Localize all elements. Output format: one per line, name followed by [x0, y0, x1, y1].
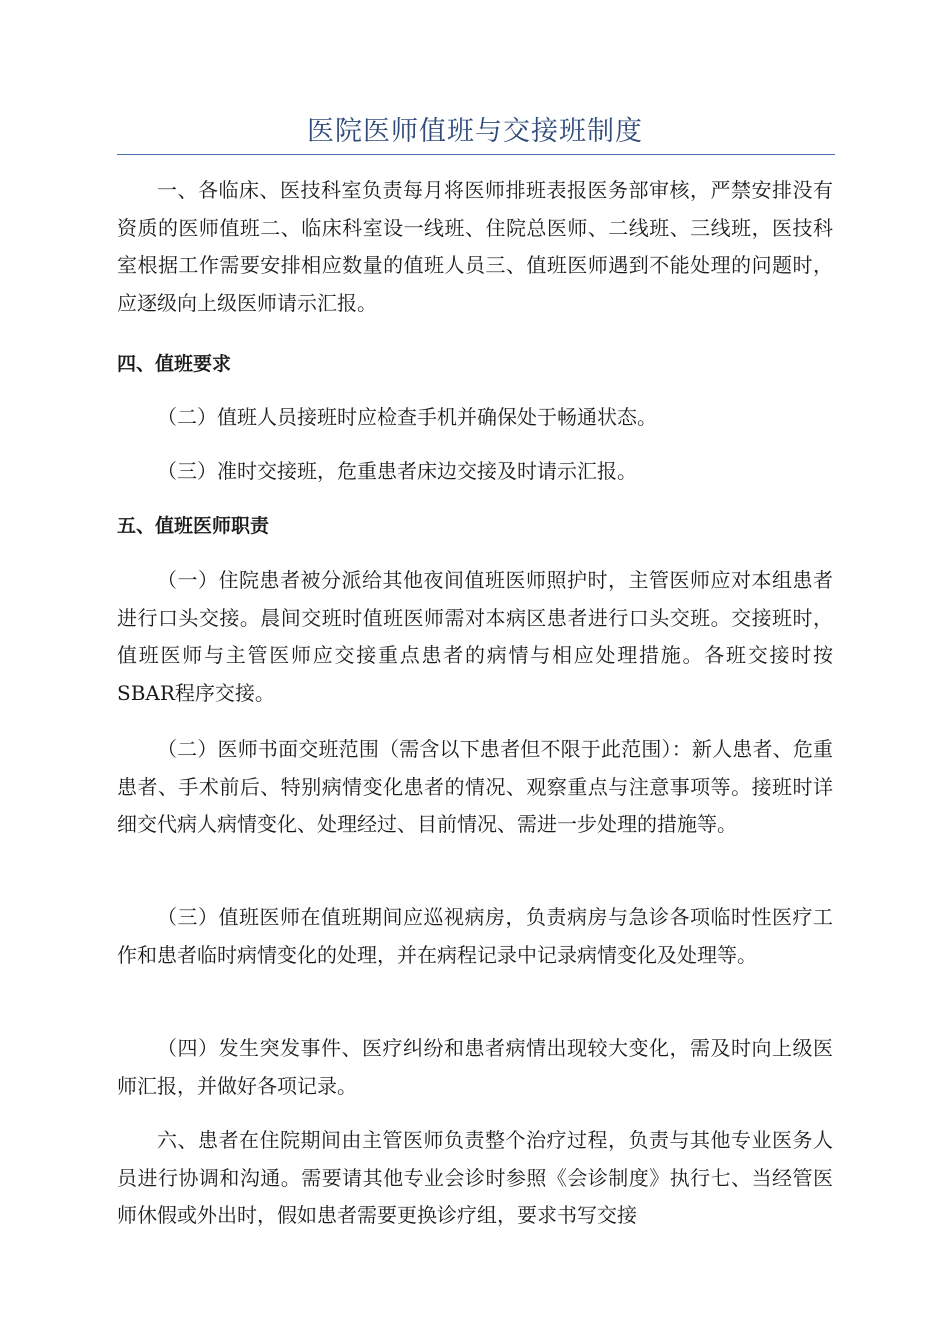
document-title: 医院医师值班与交接班制度 — [307, 116, 643, 147]
section-heading-5: 五、值班医师职责 — [117, 515, 270, 537]
paragraph-1: 一、各临床、医技科室负责每月将医师排班表报医务部审核，严禁安排没有资质的医师值班二、临床科室设一线班、住院总医师、二线班、三线班，医技科室根据工作需要安排相应数量的值班人员三、值班医师遇到不能处理的问题时，应逐级向上级医师请示汇报。 — [117, 178, 833, 315]
paragraph-6-7: 六、患者在住院期间由主管医师负责整个治疗过程，负责与其他专业医务人员进行协调和沟通。需要请其他专业会诊时参照《会诊制度》执行七、当经管医师休假或外出时，假如患者需要更换诊疗组，要求书写交接 — [117, 1128, 833, 1227]
title-underline — [117, 154, 835, 155]
paragraph-resp-3: （三）值班医师在值班期间应巡视病房，负责病房与急诊各项临时性医疗工作和患者临时病情变化的处理，并在病程记录中记录病情变化及处理等。 — [117, 905, 833, 967]
paragraph-duty-3: （三）准时交接班，危重患者床边交接及时请示汇报。 — [157, 459, 637, 483]
paragraph-resp-4: （四）发生突发事件、医疗纠纷和患者病情出现较大变化，需及时向上级医师汇报，并做好各项记录。 — [117, 1036, 833, 1098]
paragraph-duty-2: （二）值班人员接班时应检查手机并确保处于畅通状态。 — [157, 405, 657, 429]
paragraph-resp-2: （二）医师书面交班范围（需含以下患者但不限于此范围）：新人患者、危重患者、手术前后、特别病情变化患者的情况、观察重点与注意事项等。接班时详细交代病人病情变化、处理经过、目前情况、需进一步处理的措施等。 — [117, 737, 833, 836]
section-heading-4: 四、值班要求 — [117, 353, 232, 375]
paragraph-resp-1: （一）住院患者被分派给其他夜间值班医师照护时，主管医师应对本组患者进行口头交接。晨间交班时值班医师需对本病区患者进行口头交班。交接班时，值班医师与主管医师应交接重点患者的病情与相应处理措施。各班交接时按SBAR程序交接。 — [117, 568, 833, 705]
